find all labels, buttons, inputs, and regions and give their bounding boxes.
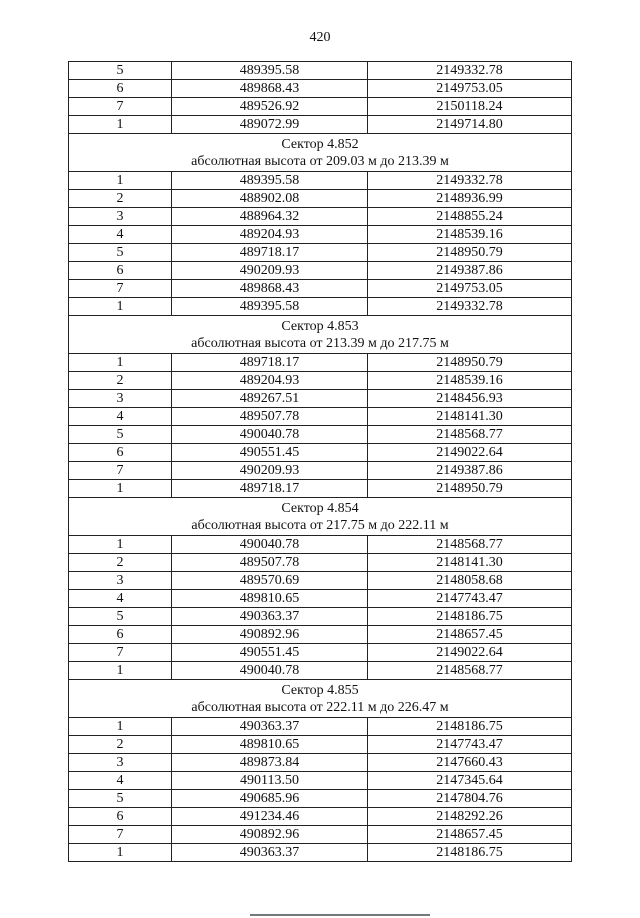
y-coordinate-cell: 2149022.64 [368,444,572,462]
x-coordinate-cell: 490685.96 [172,790,368,808]
point-number-cell: 7 [69,98,172,116]
x-coordinate-cell: 489072.99 [172,116,368,134]
y-coordinate-cell: 2149332.78 [368,298,572,316]
point-number-cell: 6 [69,444,172,462]
x-coordinate-cell: 490892.96 [172,626,368,644]
point-number-cell: 2 [69,190,172,208]
y-coordinate-cell: 2148568.77 [368,536,572,554]
y-coordinate-cell: 2148657.45 [368,826,572,844]
point-number-cell: 7 [69,826,172,844]
point-number-cell: 7 [69,280,172,298]
y-coordinate-cell: 2147743.47 [368,736,572,754]
sector-title: Сектор 4.854 [281,501,359,516]
point-number-cell: 1 [69,844,172,862]
table-row [69,590,572,608]
x-coordinate-cell: 490040.78 [172,536,368,554]
y-coordinate-cell: 2148936.99 [368,190,572,208]
point-number-cell: 4 [69,226,172,244]
y-coordinate-cell: 2148539.16 [368,372,572,390]
sector-header-row [69,134,572,172]
table-row [69,790,572,808]
sector-header-row [69,680,572,718]
x-coordinate-cell: 490551.45 [172,644,368,662]
point-number-cell: 3 [69,754,172,772]
point-number-cell: 6 [69,626,172,644]
y-coordinate-cell: 2148568.77 [368,426,572,444]
table-row [69,462,572,480]
x-coordinate-cell: 489204.93 [172,372,368,390]
y-coordinate-cell: 2149753.05 [368,80,572,98]
y-coordinate-cell: 2148539.16 [368,226,572,244]
y-coordinate-cell: 2148141.30 [368,408,572,426]
table-row [69,554,572,572]
table-row [69,536,572,554]
table-row [69,280,572,298]
table-row [69,608,572,626]
point-number-cell: 4 [69,408,172,426]
point-number-cell: 6 [69,262,172,280]
point-number-cell: 7 [69,644,172,662]
x-coordinate-cell: 490892.96 [172,826,368,844]
y-coordinate-cell: 2148186.75 [368,608,572,626]
y-coordinate-cell: 2148141.30 [368,554,572,572]
table-row [69,226,572,244]
point-number-cell: 1 [69,662,172,680]
table-row [69,298,572,316]
table-row [69,262,572,280]
x-coordinate-cell: 489267.51 [172,390,368,408]
y-coordinate-cell: 2147743.47 [368,590,572,608]
x-coordinate-cell: 490363.37 [172,608,368,626]
table-row [69,480,572,498]
y-coordinate-cell: 2149387.86 [368,462,572,480]
sector-header [69,498,572,536]
x-coordinate-cell: 489718.17 [172,354,368,372]
sector-header [69,316,572,354]
table-row [69,662,572,680]
point-number-cell: 3 [69,208,172,226]
x-coordinate-cell: 489507.78 [172,408,368,426]
y-coordinate-cell: 2149022.64 [368,644,572,662]
table-row [69,390,572,408]
y-coordinate-cell: 2148950.79 [368,480,572,498]
table-row [69,62,572,80]
point-number-cell: 5 [69,244,172,262]
table-row [69,426,572,444]
table-row [69,190,572,208]
point-number-cell: 3 [69,390,172,408]
y-coordinate-cell: 2148058.68 [368,572,572,590]
x-coordinate-cell: 490040.78 [172,426,368,444]
y-coordinate-cell: 2149387.86 [368,262,572,280]
table-row [69,626,572,644]
point-number-cell: 6 [69,80,172,98]
x-coordinate-cell: 490209.93 [172,262,368,280]
y-coordinate-cell: 2147660.43 [368,754,572,772]
x-coordinate-cell: 489810.65 [172,736,368,754]
x-coordinate-cell: 489507.78 [172,554,368,572]
sector-title: Сектор 4.852 [281,137,359,152]
y-coordinate-cell: 2148292.26 [368,808,572,826]
y-coordinate-cell: 2149332.78 [368,62,572,80]
table-row [69,572,572,590]
table-row [69,80,572,98]
table-row [69,644,572,662]
sector-altitude: абсолютная высота от 209.03 м до 213.39 м [191,154,449,169]
y-coordinate-cell: 2149714.80 [368,116,572,134]
x-coordinate-cell: 489718.17 [172,244,368,262]
y-coordinate-cell: 2148950.79 [368,244,572,262]
x-coordinate-cell: 488902.08 [172,190,368,208]
x-coordinate-cell: 489868.43 [172,280,368,298]
table-row [69,98,572,116]
y-coordinate-cell: 2148186.75 [368,718,572,736]
sector-title: Сектор 4.855 [281,683,359,698]
point-number-cell: 7 [69,462,172,480]
x-coordinate-cell: 489395.58 [172,62,368,80]
table-row [69,754,572,772]
point-number-cell: 1 [69,536,172,554]
point-number-cell: 1 [69,298,172,316]
y-coordinate-cell: 2147345.64 [368,772,572,790]
point-number-cell: 4 [69,772,172,790]
table-row [69,772,572,790]
table-row [69,116,572,134]
y-coordinate-cell: 2148568.77 [368,662,572,680]
table-row [69,408,572,426]
point-number-cell: 1 [69,718,172,736]
y-coordinate-cell: 2147804.76 [368,790,572,808]
table-row [69,826,572,844]
point-number-cell: 2 [69,736,172,754]
table-row [69,208,572,226]
sector-altitude: абсолютная высота от 217.75 м до 222.11 м [191,518,449,533]
point-number-cell: 5 [69,790,172,808]
table-row [69,354,572,372]
sector-header [69,680,572,718]
sector-altitude: абсолютная высота от 222.11 м до 226.47 м [191,700,449,715]
x-coordinate-cell: 489718.17 [172,480,368,498]
point-number-cell: 6 [69,808,172,826]
y-coordinate-cell: 2148186.75 [368,844,572,862]
table-row [69,844,572,862]
y-coordinate-cell: 2148456.93 [368,390,572,408]
point-number-cell: 1 [69,116,172,134]
coordinates-table [68,61,572,862]
sector-header-row [69,316,572,354]
y-coordinate-cell: 2148657.45 [368,626,572,644]
x-coordinate-cell: 490551.45 [172,444,368,462]
x-coordinate-cell: 490363.37 [172,718,368,736]
point-number-cell: 4 [69,590,172,608]
point-number-cell: 1 [69,480,172,498]
page-number: 420 [309,30,331,45]
sector-title: Сектор 4.853 [281,319,359,334]
table-row [69,444,572,462]
y-coordinate-cell: 2150118.24 [368,98,572,116]
point-number-cell: 1 [69,354,172,372]
bottom-rule [250,914,430,916]
table-row [69,372,572,390]
sector-header-row [69,498,572,536]
x-coordinate-cell: 489810.65 [172,590,368,608]
x-coordinate-cell: 490209.93 [172,462,368,480]
x-coordinate-cell: 489570.69 [172,572,368,590]
y-coordinate-cell: 2149753.05 [368,280,572,298]
x-coordinate-cell: 489868.43 [172,80,368,98]
y-coordinate-cell: 2149332.78 [368,172,572,190]
sector-altitude: абсолютная высота от 213.39 м до 217.75 м [191,336,449,351]
table-row [69,244,572,262]
table-row [69,172,572,190]
x-coordinate-cell: 488964.32 [172,208,368,226]
point-number-cell: 3 [69,572,172,590]
point-number-cell: 2 [69,554,172,572]
y-coordinate-cell: 2148950.79 [368,354,572,372]
x-coordinate-cell: 491234.46 [172,808,368,826]
point-number-cell: 5 [69,426,172,444]
coordinates-table-body [69,62,572,862]
table-row [69,718,572,736]
x-coordinate-cell: 489873.84 [172,754,368,772]
sector-header [69,134,572,172]
x-coordinate-cell: 489526.92 [172,98,368,116]
point-number-cell: 2 [69,372,172,390]
x-coordinate-cell: 489204.93 [172,226,368,244]
y-coordinate-cell: 2148855.24 [368,208,572,226]
point-number-cell: 1 [69,172,172,190]
x-coordinate-cell: 490363.37 [172,844,368,862]
point-number-cell: 5 [69,608,172,626]
table-row [69,736,572,754]
x-coordinate-cell: 490040.78 [172,662,368,680]
point-number-cell: 5 [69,62,172,80]
x-coordinate-cell: 489395.58 [172,172,368,190]
x-coordinate-cell: 490113.50 [172,772,368,790]
table-row [69,808,572,826]
x-coordinate-cell: 489395.58 [172,298,368,316]
